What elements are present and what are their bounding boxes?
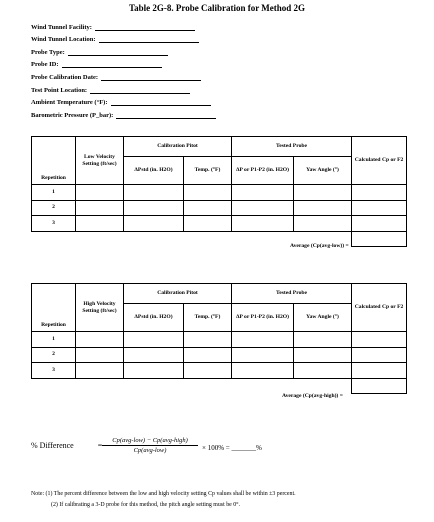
average-row bbox=[32, 231, 407, 247]
data-cell[interactable] bbox=[294, 216, 352, 232]
field-input-line[interactable] bbox=[116, 112, 216, 119]
col-velocity-setting: Low Velocity Setting (ft/sec) bbox=[76, 137, 124, 185]
field-input-line[interactable] bbox=[62, 61, 162, 68]
data-cell[interactable] bbox=[184, 185, 232, 201]
data-cell[interactable] bbox=[124, 347, 184, 363]
data-cell[interactable] bbox=[124, 185, 184, 201]
col-temp: Temp. (°F) bbox=[184, 157, 232, 185]
data-cell[interactable] bbox=[352, 347, 407, 363]
field-label: Wind Tunnel Location: bbox=[31, 36, 96, 44]
data-cell[interactable] bbox=[184, 200, 232, 216]
field-row bbox=[31, 18, 216, 31]
field-label: Probe Type: bbox=[31, 48, 65, 56]
data-cell[interactable] bbox=[76, 216, 124, 232]
data-cell[interactable] bbox=[76, 347, 124, 363]
repetition-number: 2 bbox=[32, 200, 76, 216]
data-cell[interactable] bbox=[184, 347, 232, 363]
field-label: Barometric Pressure (P_bar): bbox=[31, 111, 114, 119]
data-cell[interactable] bbox=[124, 332, 184, 348]
data-cell[interactable] bbox=[294, 332, 352, 348]
times-100-percent: × 100% = _______% bbox=[202, 444, 262, 452]
data-cell[interactable] bbox=[232, 216, 294, 232]
data-cell[interactable] bbox=[352, 216, 407, 232]
field-input-line[interactable] bbox=[90, 87, 190, 94]
average-cell[interactable] bbox=[352, 231, 407, 247]
fraction-denominator: Cp(avg-low) bbox=[133, 447, 167, 454]
field-row bbox=[31, 43, 216, 56]
col-dp-probe: ΔP or P1-P2 (in. H2O) bbox=[232, 304, 294, 332]
group-calibration-pitot: Calibration Pitot bbox=[124, 284, 232, 304]
table-row bbox=[32, 347, 407, 363]
field-row bbox=[31, 106, 216, 119]
field-row bbox=[31, 81, 216, 94]
group-tested-probe: Tested Probe bbox=[232, 284, 352, 304]
data-cell[interactable] bbox=[232, 347, 294, 363]
data-cell[interactable] bbox=[294, 185, 352, 201]
average-row bbox=[32, 378, 407, 394]
field-row bbox=[31, 56, 216, 69]
group-tested-probe: Tested Probe bbox=[232, 137, 352, 157]
percent-difference-label: % Difference = bbox=[31, 441, 103, 450]
col-velocity-setting: High Velocity Setting (ft/sec) bbox=[76, 284, 124, 332]
col-dp-std: ΔPstd (in. H2O) bbox=[124, 157, 184, 185]
data-cell[interactable] bbox=[232, 363, 294, 379]
high-average-label: Average (Cp(avg-high)) = bbox=[282, 393, 343, 399]
field-input-line[interactable] bbox=[99, 36, 199, 43]
low-average-label: Average (Cp(avg-low)) = bbox=[290, 243, 349, 249]
note-2: (2) If calibrating a 3-D probe for this method, the pitch angle setting must be 0°. bbox=[51, 501, 241, 508]
data-cell[interactable] bbox=[184, 216, 232, 232]
table-row bbox=[32, 200, 407, 216]
table-row bbox=[32, 185, 407, 201]
repetition-number: 2 bbox=[32, 347, 76, 363]
data-cell[interactable] bbox=[124, 363, 184, 379]
data-cell[interactable] bbox=[76, 363, 124, 379]
page-title: Table 2G-8. Probe Calibration for Method 2G bbox=[128, 3, 306, 13]
group-calibration-pitot: Calibration Pitot bbox=[124, 137, 232, 157]
col-dp-probe: ΔP or P1-P2 (in. H2O) bbox=[232, 157, 294, 185]
col-yaw-angle: Yaw Angle (°) bbox=[294, 304, 352, 332]
table-row bbox=[32, 332, 407, 348]
high-velocity-table bbox=[31, 283, 407, 394]
field-label: Wind Tunnel Facility: bbox=[31, 23, 92, 31]
header-fields bbox=[31, 18, 216, 119]
data-cell[interactable] bbox=[184, 363, 232, 379]
col-temp: Temp. (°F) bbox=[184, 304, 232, 332]
data-cell[interactable] bbox=[294, 363, 352, 379]
data-cell[interactable] bbox=[76, 185, 124, 201]
data-cell[interactable] bbox=[232, 200, 294, 216]
repetition-number: 1 bbox=[32, 185, 76, 201]
field-row bbox=[31, 31, 216, 44]
data-cell[interactable] bbox=[294, 347, 352, 363]
low-velocity-table bbox=[31, 136, 407, 247]
data-cell[interactable] bbox=[232, 185, 294, 201]
field-label: Probe Calibration Date: bbox=[31, 73, 99, 81]
data-cell[interactable] bbox=[76, 332, 124, 348]
col-calculated: Calculated Cp or F2 bbox=[352, 137, 407, 185]
col-yaw-angle: Yaw Angle (°) bbox=[294, 157, 352, 185]
data-cell[interactable] bbox=[184, 332, 232, 348]
data-cell[interactable] bbox=[352, 185, 407, 201]
col-repetition: Repetition bbox=[32, 137, 76, 185]
data-cell[interactable] bbox=[124, 216, 184, 232]
col-repetition: Repetition bbox=[32, 284, 76, 332]
field-input-line[interactable] bbox=[68, 49, 168, 56]
average-cell[interactable] bbox=[352, 378, 407, 394]
data-cell[interactable] bbox=[352, 200, 407, 216]
field-label: Test Point Location: bbox=[31, 86, 88, 94]
field-row bbox=[31, 94, 216, 107]
field-row bbox=[31, 68, 216, 81]
data-cell[interactable] bbox=[232, 332, 294, 348]
data-cell[interactable] bbox=[352, 363, 407, 379]
table-row bbox=[32, 363, 407, 379]
field-input-line[interactable] bbox=[111, 99, 211, 106]
repetition-number: 1 bbox=[32, 332, 76, 348]
col-calculated: Calculated Cp or F2 bbox=[352, 284, 407, 332]
percent-difference-fraction bbox=[102, 437, 198, 454]
repetition-number: 3 bbox=[32, 216, 76, 232]
field-label: Probe ID: bbox=[31, 61, 59, 69]
repetition-number: 3 bbox=[32, 363, 76, 379]
field-label: Ambient Temperature (°F): bbox=[31, 99, 108, 107]
data-cell[interactable] bbox=[76, 200, 124, 216]
field-input-line[interactable] bbox=[95, 24, 195, 31]
fraction-numerator: Cp(avg-low) − Cp(avg-high) bbox=[102, 437, 198, 446]
notes bbox=[31, 489, 296, 510]
field-input-line[interactable] bbox=[101, 74, 201, 81]
note-1: Note: (1) The percent difference between the low and high velocity setting Cp values shall be within ±3 percent. bbox=[31, 491, 296, 497]
table-row bbox=[32, 216, 407, 232]
data-cell[interactable] bbox=[294, 200, 352, 216]
data-cell[interactable] bbox=[124, 200, 184, 216]
col-dp-std: ΔPstd (in. H2O) bbox=[124, 304, 184, 332]
data-cell[interactable] bbox=[352, 332, 407, 348]
